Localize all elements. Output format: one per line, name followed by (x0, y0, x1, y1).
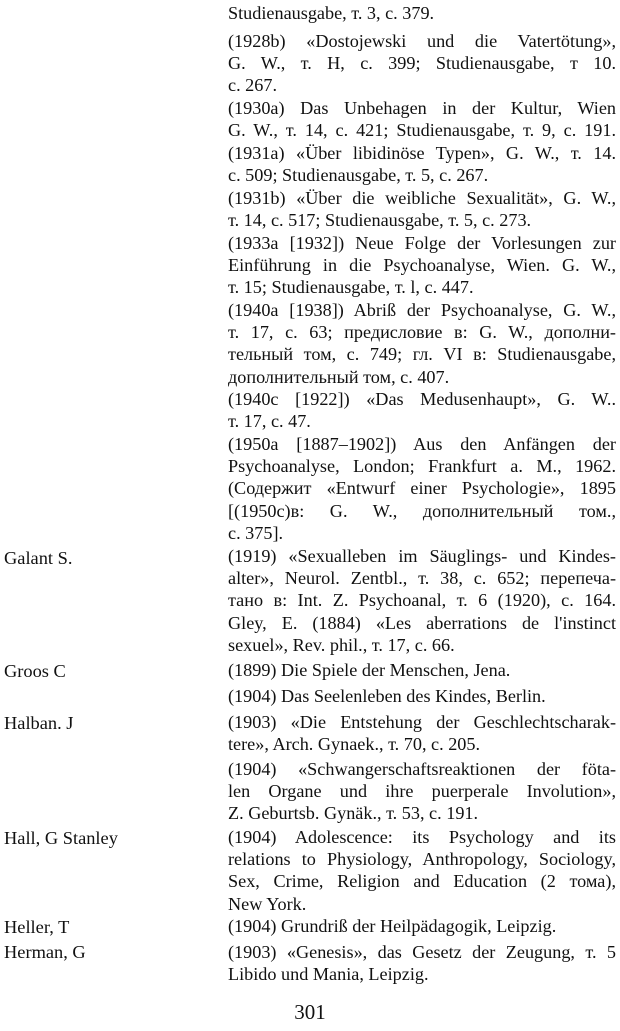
bibliography-entry (228, 433, 616, 544)
entry-line: (Содержит «Entwurf einer Psychologie», 1895 (228, 478, 616, 499)
page-number: 301 (294, 1000, 326, 1024)
entry-line: (1931b) «Über die weibliche Sexualität», G. W., (228, 188, 616, 208)
entry-line: G. W., т. 14, с. 421; Studienausgabe, т. 9, с. 191. (228, 120, 616, 141)
entry-line: Studienausgabe, т. 3, с. 379. (228, 3, 435, 23)
bibliography-entry (228, 941, 616, 985)
bibliography-entry (228, 545, 616, 612)
entry-line: Sex, Crime, Religion and Education (2 тома), (228, 871, 616, 892)
entry-line: New York. (228, 893, 307, 914)
entry-line: G. W., т. H, с. 399; Studienausgabe, т 10. (228, 53, 616, 74)
author-name: Herman, G (4, 942, 86, 962)
entry-line: (1933a [1932]) Neue Folge der Vorlesungen zur (228, 233, 616, 253)
bibliography-entry (228, 685, 616, 707)
author-name: Groos C (4, 661, 66, 681)
entry-line: т. 15; Studienausgabe, т. l, с. 447. (228, 277, 474, 298)
bibliography-entry (228, 2, 616, 24)
entry-line: (1904) «Schwangerschaftsreaktionen der föta- (228, 759, 616, 779)
author-name: Hall, G Stanley (4, 828, 118, 848)
entry-line: с. 375]. (228, 522, 284, 543)
entry-line: (1903) «Die Entstehung der Geschlechtscharak- (228, 712, 616, 732)
bibliography-entry (228, 612, 616, 656)
bibliography-entry (228, 711, 616, 755)
entry-line: с. 509; Studienausgabe, т. 5, с. 267. (228, 165, 489, 186)
entry-line: Gley, E. (1884) «Les aberrations de l'instinct (228, 613, 616, 633)
entry-line: alter», Neurol. Zentbl., т. 38, с. 652; перепеча- (228, 568, 616, 589)
entry-line: Libido und Mania, Leipzig. (228, 964, 429, 985)
entry-line: с. 267. (228, 75, 277, 96)
bibliography-entry (228, 232, 616, 299)
entry-line: (1930a) Das Unbehagen in der Kultur, Wien (228, 98, 616, 118)
author-name: Halban. J (4, 713, 74, 733)
entry-line: [(1950c)в: G. W., дополнительный том., (228, 500, 616, 521)
author-name: Heller, T (4, 917, 70, 937)
entry-line: tere», Arch. Gynaek., т. 70, с. 205. (228, 734, 481, 755)
entry-line: (1931a) «Über libidinöse Typen», G. W., т. 14. (228, 143, 616, 163)
bibliography-entry (228, 915, 616, 937)
entry-line: Psychoanalyse, London; Frankfurt a. M., 1962. (228, 456, 616, 477)
entry-line: т. 17, с. 63; предисловие в: G. W., дополни- (228, 322, 616, 343)
entry-line: (1950a [1887–1902]) Aus den Anfängen der (228, 434, 616, 454)
bibliography-entry (228, 142, 616, 186)
bibliography-entry (228, 388, 616, 432)
bibliography-entry (228, 30, 616, 97)
entry-line: (1940a [1938]) Abriß der Psychoanalyse, G. W., (228, 300, 616, 320)
entry-line: relations to Physiology, Anthropology, Sociology, (228, 849, 616, 870)
entry-line: (1940c [1922]) «Das Medusenhaupt», G. W.. (228, 389, 616, 409)
bibliography-entry (228, 826, 616, 915)
bibliography-entry (228, 97, 616, 141)
entry-line: (1919) «Sexualleben im Säuglings- und Kindes- (228, 546, 616, 566)
entry-line: Einführung in die Psychoanalyse, Wien. G. W., (228, 255, 616, 276)
bibliography-entry (228, 659, 616, 681)
entry-line: (1903) «Genesis», das Gesetz der Zeugung, т. 5 (228, 942, 616, 962)
entry-line: тельный том, с. 749; гл. VI в: Studienausgabe, (228, 344, 616, 365)
bibliography-entry (228, 187, 616, 231)
entry-line: (1928b) «Dostojewski und die Vatertötung», (228, 31, 616, 51)
entry-line: т. 17, с. 47. (228, 411, 311, 432)
entry-line: (1904) Das Seelenleben des Kindes, Berlin. (228, 686, 546, 706)
entry-line: Z. Geburtsb. Gynäk., т. 53, с. 191. (228, 803, 479, 824)
entry-line: (1904) Adolescence: its Psychology and its (228, 827, 616, 847)
entry-line: тано в: Int. Z. Psychoanal, т. 6 (1920), с. 164. (228, 590, 616, 611)
bibliography-entry (228, 299, 616, 388)
author-name: Galant S. (4, 548, 73, 568)
entry-line: len Organe und ihre puerperale Involution», (228, 781, 616, 802)
entry-line: дополнительный том, с. 407. (228, 366, 450, 387)
entry-line: т. 14, с. 517; Studienausgabe, т. 5, с. 273. (228, 210, 532, 231)
bibliography-entry (228, 758, 616, 825)
entry-line: (1899) Die Spiele der Menschen, Jena. (228, 660, 511, 680)
entry-line: (1904) Grundriß der Heilpädagogik, Leipzig. (228, 916, 557, 936)
entry-line: sexuel», Rev. phil., т. 17, с. 66. (228, 635, 455, 656)
